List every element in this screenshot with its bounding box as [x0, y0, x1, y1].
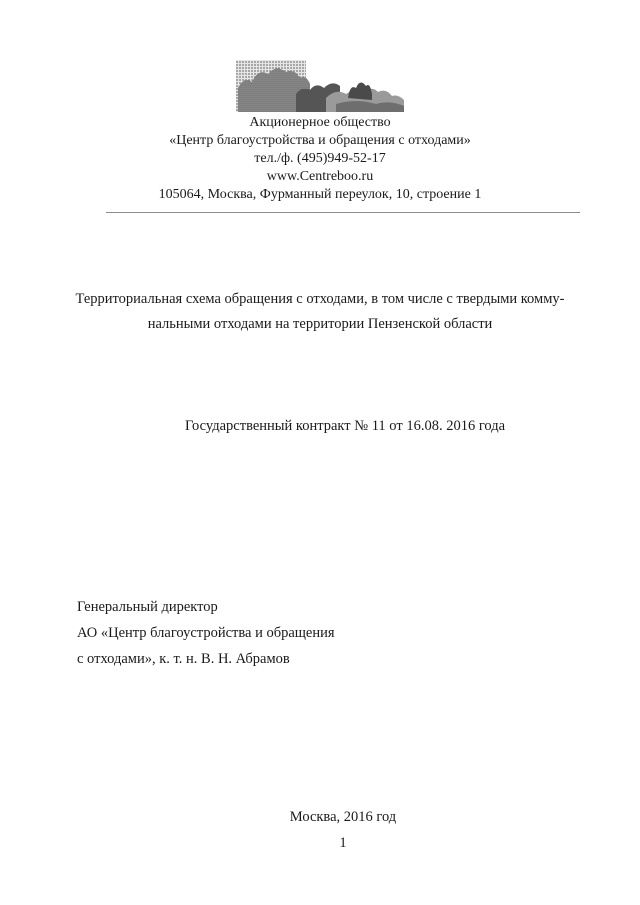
company-type: Акционерное общество [249, 115, 391, 130]
company-website: www.Centreboo.ru [266, 169, 374, 184]
signatory-name: с отходами», к. т. н. В. Н. Абрамов [77, 651, 290, 667]
city-year: Москва, 2016 год [289, 809, 397, 825]
page-number: 1 [339, 835, 347, 851]
company-address: 105064, Москва, Фурманный переулок, 10, строение 1 [158, 187, 482, 202]
header-divider [106, 212, 580, 213]
contract-reference: Государственный контракт № 11 от 16.08. 2016 года [184, 418, 506, 434]
company-name: «Центр благоустройства и обращения с отходами» [169, 133, 471, 148]
signatory-position: Генеральный директор [77, 599, 218, 615]
document-title-line-1: Территориальная схема обращения с отходами, в том числе с твердыми комму- [75, 291, 565, 307]
company-phone: тел./ф. (495)949-52-17 [254, 151, 386, 166]
signatory-organization: АО «Центр благоустройства и обращения [77, 625, 335, 641]
document-title-line-2: нальными отходами на территории Пензенской области [147, 316, 493, 332]
company-logo-landscape [236, 58, 404, 114]
